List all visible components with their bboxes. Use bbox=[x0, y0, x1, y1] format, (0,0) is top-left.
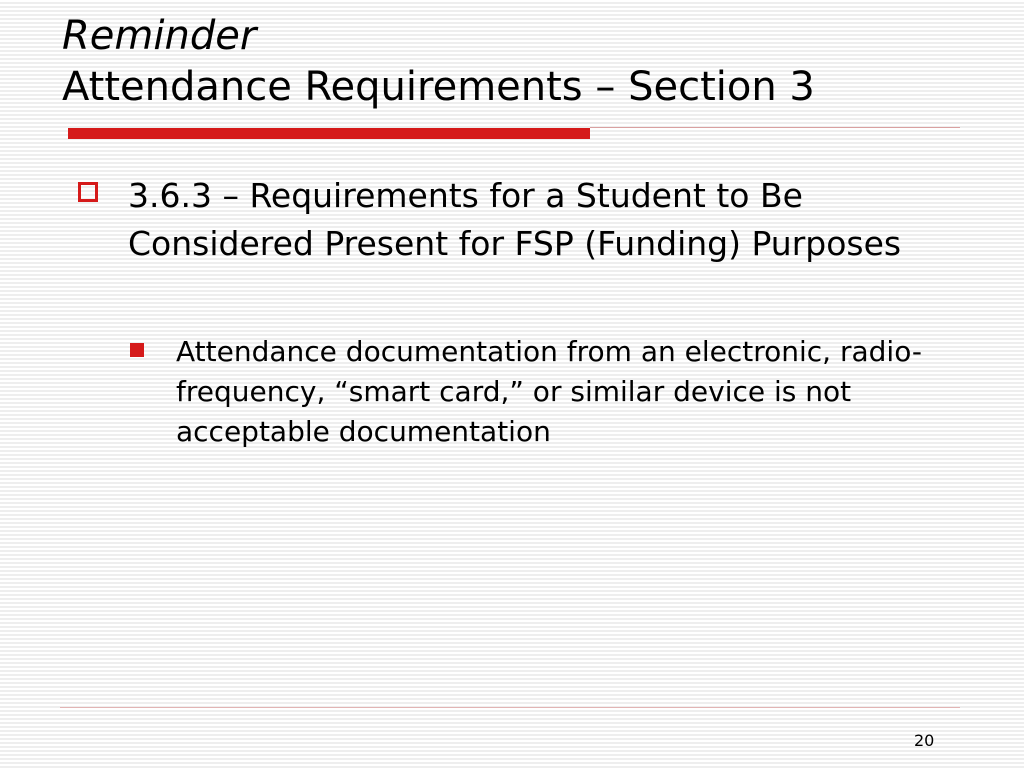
title-main: Attendance Requirements – Section 3 bbox=[62, 64, 815, 110]
filled-square-bullet-icon bbox=[130, 343, 144, 357]
hollow-square-bullet-icon bbox=[78, 182, 98, 202]
bullet-text: 3.6.3 – Requirements for a Student to Be Considered Present for FSP (Funding) Purposes bbox=[128, 176, 902, 263]
title-underline-accent bbox=[68, 128, 590, 139]
slide-title bbox=[62, 10, 1002, 112]
title-underline-thin bbox=[590, 127, 960, 128]
page-number: 20 bbox=[914, 731, 935, 750]
footer-divider bbox=[60, 707, 960, 708]
sub-bullet-text: Attendance documentation from an electronic, radio-frequency, “smart card,” or similar device is not acceptable documentation bbox=[176, 335, 922, 448]
title-reminder: Reminder bbox=[62, 13, 257, 59]
